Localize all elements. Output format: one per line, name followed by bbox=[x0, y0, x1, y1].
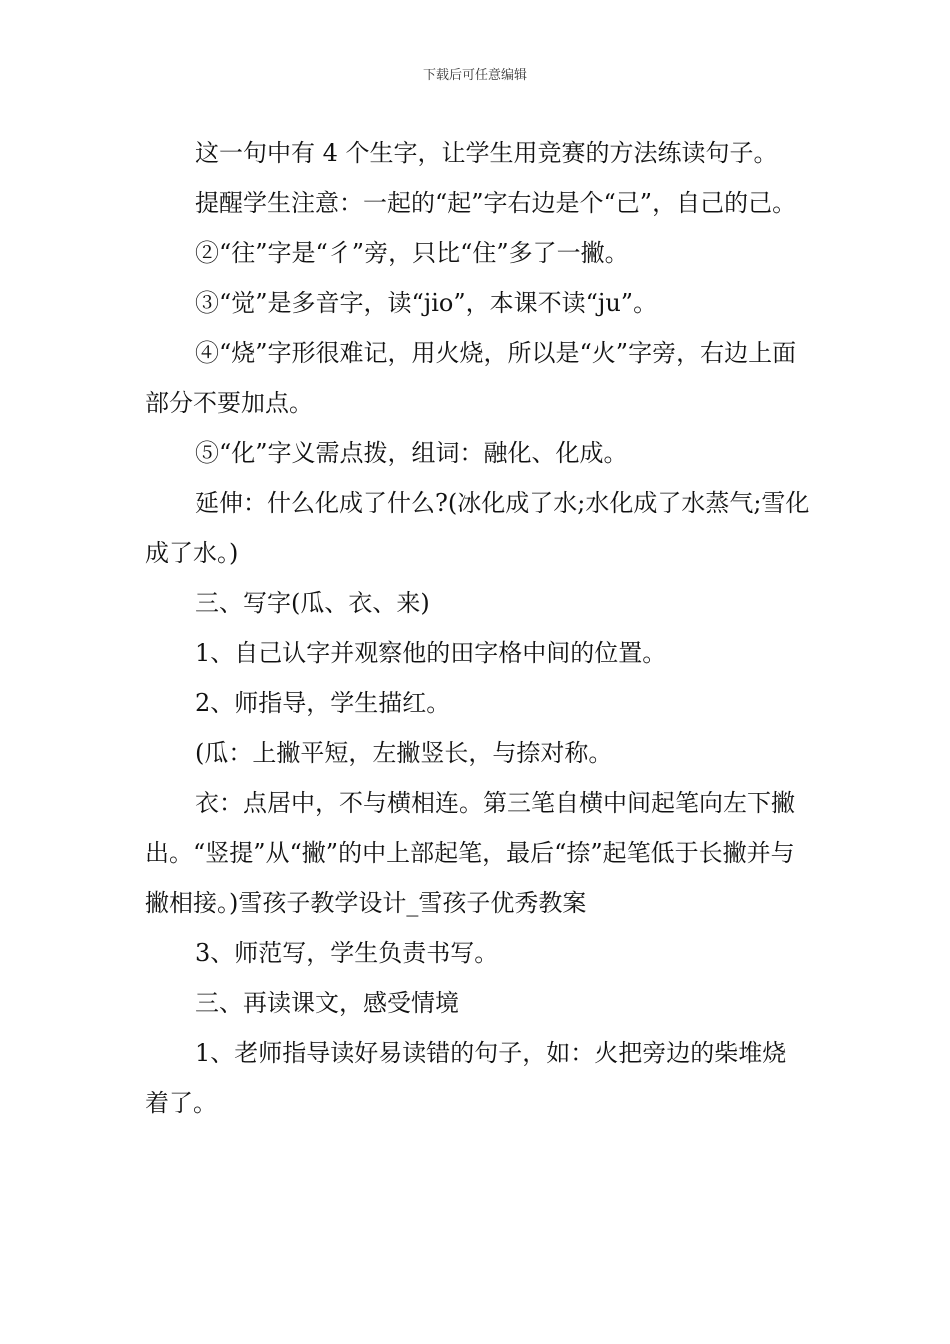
paragraph-8: 三、写字(瓜、衣、来) bbox=[195, 589, 430, 617]
paragraph-12: 衣：点居中，不与横相连。第三笔自横中间起笔向左下撇出。“竖提”从“撇”的中上部起笔，最后“捺”起笔低于长撇并与撇相接。)雪孩子教学设计_雪孩子优秀教案 bbox=[145, 789, 795, 917]
paragraph-9: 1、自己认字并观察他的田字格中间的位置。 bbox=[195, 639, 667, 667]
paragraph-3: ②“往”字是“彳”旁，只比“住”多了一撇。 bbox=[195, 239, 629, 267]
paragraph-7: 延伸：什么化成了什么?(冰化成了水;水化成了水蒸气;雪化成了水。) bbox=[145, 489, 810, 567]
document-body bbox=[145, 128, 810, 1128]
paragraph-11: (瓜：上撇平短，左撇竖长，与捺对称。 bbox=[195, 739, 613, 767]
paragraph-1: 这一句中有 4 个生字，让学生用竞赛的方法练读句子。 bbox=[195, 139, 778, 167]
paragraph-10: 2、师指导，学生描红。 bbox=[195, 689, 451, 717]
paragraph-15: 1、老师指导读好易读错的句子，如：火把旁边的柴堆烧着了。 bbox=[145, 1039, 787, 1117]
paragraph-4: ③“觉”是多音字，读“jio”，本课不读“ju”。 bbox=[195, 289, 658, 317]
page-header: 下载后可任意编辑 bbox=[422, 68, 527, 83]
paragraph-14: 三、再读课文，感受情境 bbox=[195, 989, 459, 1017]
paragraph-6: ⑤“化”字义需点拨，组词：融化、化成。 bbox=[195, 439, 628, 467]
paragraph-5: ④“烧”字形很难记，用火烧，所以是“火”字旁，右边上面部分不要加点。 bbox=[145, 339, 797, 417]
paragraph-2: 提醒学生注意：一起的“起”字右边是个“己”，自己的己。 bbox=[195, 189, 797, 217]
paragraph-13: 3、师范写，学生负责书写。 bbox=[195, 939, 499, 967]
